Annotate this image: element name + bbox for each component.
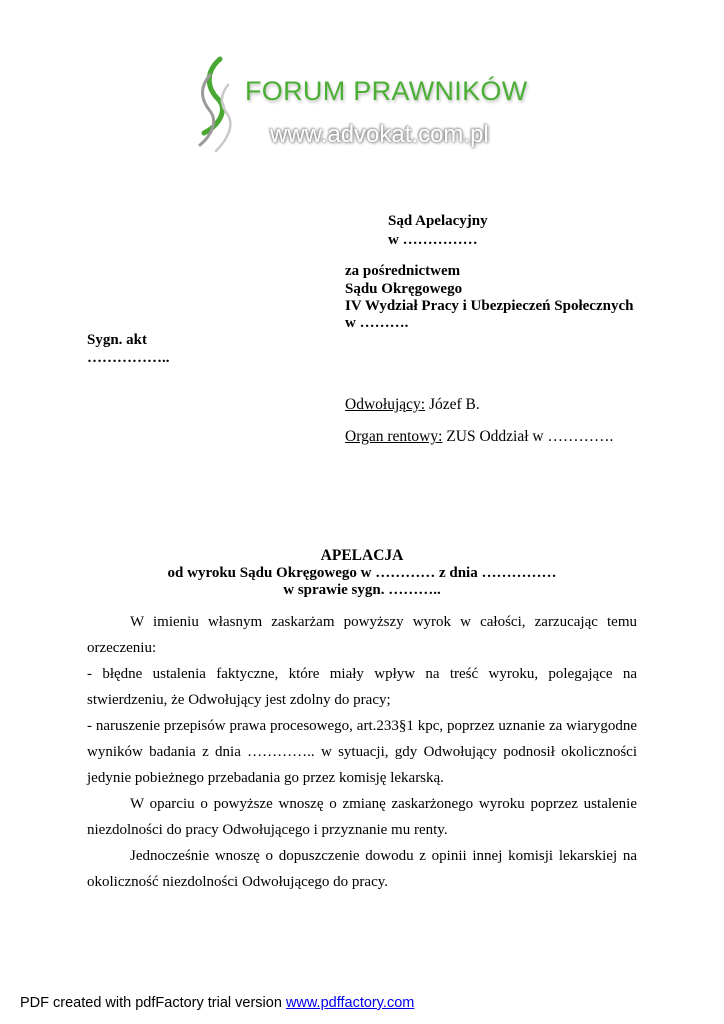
pdf-footer xyxy=(20,995,414,1011)
paragraph-1: W imieniu własnym zaskarżam powyższy wyrok w całości, zarzucając temu orzeczeniu: xyxy=(87,614,637,656)
logo-url: www.advokat.com.pl xyxy=(270,121,489,148)
authority-value: ZUS Oddział w …………. xyxy=(442,428,614,445)
appellant-label: Odwołujący: xyxy=(345,396,426,413)
footer-text: PDF created with pdfFactory trial version xyxy=(20,995,286,1011)
via-line-4: w ………. xyxy=(345,315,409,331)
logo-title: FORUM PRAWNIKÓW xyxy=(245,76,528,106)
footer-link[interactable]: www.pdffactory.com xyxy=(285,995,415,1011)
body-text xyxy=(87,609,637,895)
via-line-2: Sądu Okręgowego xyxy=(345,281,463,297)
appellant-line xyxy=(345,396,480,414)
paragraph-4: W oparciu o powyższe wnoszę o zmianę zaskarżonego wyroku poprzez ustalenie niezdolności do pracy Odwołującego i przyznanie mu renty. xyxy=(87,796,637,838)
paragraph-2: - błędne ustalenia faktyczne, które miały wpływ na treść wyroku, polegające na stwierdzeniu, że Odwołujący jest zdolny do pracy; xyxy=(87,666,637,708)
paragraph-5: Jednocześnie wnoszę o dopuszczenie dowodu z opinii innej komisji lekarskiej na okoliczność niezdolności Odwołującego do pracy. xyxy=(87,848,637,890)
via-line-1: za pośrednictwem xyxy=(345,263,461,279)
logo-swirl-icon xyxy=(190,55,240,155)
paragraph-3: - naruszenie przepisów prawa procesowego, art.233§1 kpc, poprzez uznanie za wiarygodne wyników badania z dnia ………….. w sytuacji, gdy Odwołujący podnosił okoliczności jedynie pobieżnego przebadania go przez komisję lekarską. xyxy=(87,718,637,786)
appellant-value: Józef B. xyxy=(425,396,480,413)
document-case-line: w sprawie sygn. ……….. xyxy=(283,582,441,598)
document-subtitle: od wyroku Sądu Okręgowego w ………… z dnia …………… xyxy=(167,565,557,581)
case-ref-value: …………….. xyxy=(87,350,170,366)
court-city: w …………… xyxy=(388,232,478,248)
case-ref-label: Sygn. akt xyxy=(87,332,148,348)
court-name: Sąd Apelacyjny xyxy=(388,213,488,229)
authority-line xyxy=(345,428,613,446)
via-line-3: IV Wydział Pracy i Ubezpieczeń Społecznych xyxy=(345,298,634,314)
document-title: APELACJA xyxy=(320,547,404,564)
authority-label: Organ rentowy: xyxy=(345,428,443,445)
